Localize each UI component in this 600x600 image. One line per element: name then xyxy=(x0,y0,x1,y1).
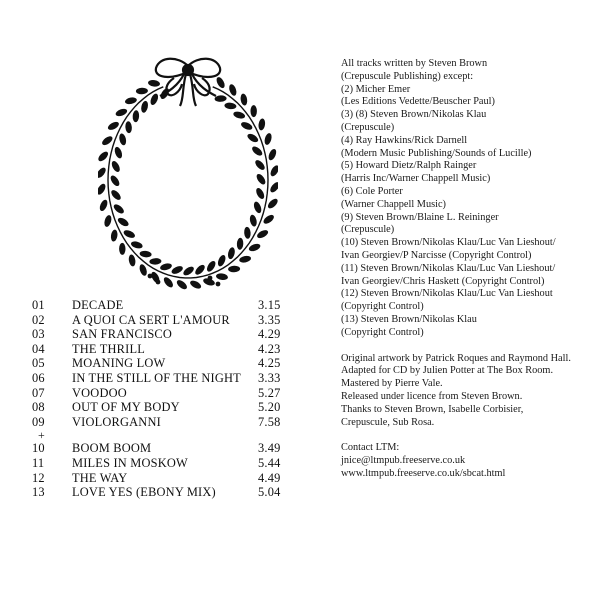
writer-credit-line: Ivan Georgiev/P Narcisse (Copyright Control) xyxy=(341,249,532,261)
production-credits xyxy=(341,353,591,430)
writer-credit-line: (11) Steven Brown/Nikolas Klau/Luc Van Lieshout/ xyxy=(341,262,556,274)
track-row xyxy=(32,327,302,342)
track-duration: 5.04 xyxy=(258,485,281,500)
track-duration: 4.25 xyxy=(258,356,281,371)
track-row xyxy=(32,415,302,430)
track-duration: 3.33 xyxy=(258,370,281,385)
writer-credit-line: (Crepuscule) xyxy=(341,121,395,133)
track-number: 02 xyxy=(32,312,45,327)
track-title: THE THRILL xyxy=(72,341,146,356)
track-title: SAN FRANCISCO xyxy=(72,327,173,342)
track-duration: 3.15 xyxy=(258,298,281,312)
track-number: 04 xyxy=(32,341,45,356)
contact-line: www.ltmpub.freeserve.co.uk/sbcat.html xyxy=(341,467,506,479)
track-title: THE WAY xyxy=(72,470,128,485)
track-row xyxy=(32,371,302,386)
writer-credit-line: (Les Editions Vedette/Beuscher Paul) xyxy=(341,96,495,108)
production-credit-line: Mastered by Pierre Vale. xyxy=(341,378,443,390)
track-title: MOANING LOW xyxy=(72,356,166,371)
track-row xyxy=(32,356,302,371)
track-duration: 7.58 xyxy=(258,414,281,429)
track-number: 12 xyxy=(32,470,45,485)
track-number: 09 xyxy=(32,414,45,429)
track-number: 08 xyxy=(32,400,45,415)
writer-credit-line: (12) Steven Brown/Nikolas Klau/Luc Van Lieshout xyxy=(341,288,553,300)
writer-credit-line: (Modern Music Publishing/Sounds of Lucille) xyxy=(341,147,532,159)
production-credit-line: Adapted for CD by Julien Potter at The Box Room. xyxy=(341,365,554,377)
writer-credit-line: (2) Micher Emer xyxy=(341,83,411,95)
track-row xyxy=(32,471,302,486)
track-duration: 3.49 xyxy=(258,441,281,456)
writer-credit-line: (Harris Inc/Warner Chappell Music) xyxy=(341,173,491,185)
track-number: 10 xyxy=(32,441,45,456)
track-duration: 4.23 xyxy=(258,341,281,356)
track-number: 07 xyxy=(32,385,45,400)
track-title: OUT OF MY BODY xyxy=(72,400,180,415)
writer-credit-line: (Copyright Control) xyxy=(341,301,424,313)
writer-credit-line: (9) Steven Brown/Blaine L. Reininger xyxy=(341,211,499,223)
writer-credit-line: (13) Steven Brown/Nikolas Klau xyxy=(341,313,477,325)
writer-credit-line: (10) Steven Brown/Nikolas Klau/Luc Van Lieshout/ xyxy=(341,237,556,249)
production-credit-line: Crepuscule, Sub Rosa. xyxy=(341,416,435,428)
track-title: A QUOI CA SERT L'AMOUR xyxy=(72,312,230,327)
track-row xyxy=(32,400,302,415)
track-number: 05 xyxy=(32,356,45,371)
track-number: 13 xyxy=(32,485,45,500)
track-row xyxy=(32,456,302,471)
production-credit-line: Original artwork by Patrick Roques and Raymond Hall. xyxy=(341,352,571,364)
credits xyxy=(341,58,591,481)
production-credit-line: Released under licence from Steven Brown. xyxy=(341,390,523,402)
track-title: MILES IN MOSKOW xyxy=(72,455,188,470)
track-number: 11 xyxy=(32,455,45,470)
track-title: IN THE STILL OF THE NIGHT xyxy=(72,370,241,385)
production-credit-line: Thanks to Steven Brown, Isabelle Corbisier, xyxy=(341,403,524,415)
track-duration: 3.35 xyxy=(258,312,281,327)
writer-credit-line: (Warner Chappell Music) xyxy=(341,198,446,210)
track-row xyxy=(32,386,302,401)
writer-credit-line: (Copyright Control) xyxy=(341,326,424,338)
track-separator xyxy=(32,429,302,441)
writer-credit-line: (6) Cole Porter xyxy=(341,185,403,197)
writer-credit-line: (4) Ray Hawkins/Rick Darnell xyxy=(341,134,468,146)
writer-credit-line: (5) Howard Dietz/Ralph Rainger xyxy=(341,160,477,172)
contact-info xyxy=(341,442,591,480)
writer-credit-line: Ivan Georgiev/Chris Haskett (Copyright Control) xyxy=(341,275,545,287)
writer-credit-line: (Crepuscule Publishing) except: xyxy=(341,70,474,82)
track-duration: 5.27 xyxy=(258,385,281,400)
track-duration: 5.44 xyxy=(258,455,281,470)
writer-credit-line: (Crepuscule) xyxy=(341,224,395,236)
track-row xyxy=(32,485,302,500)
track-number: 03 xyxy=(32,327,45,342)
track-duration: 4.49 xyxy=(258,470,281,485)
writer-credit-line: All tracks written by Steven Brown xyxy=(341,58,488,69)
track-title: VOODOO xyxy=(72,385,127,400)
writer-credits xyxy=(341,58,591,340)
track-title: BOOM BOOM xyxy=(72,441,152,456)
track-row xyxy=(32,313,302,328)
writer-credit-line: (3) (8) Steven Brown/Nikolas Klau xyxy=(341,109,487,121)
track-title: DECADE xyxy=(72,298,124,312)
contact-line: jnice@ltmpub.freeserve.co.uk xyxy=(341,455,466,467)
track-title: VIOLORGANNI xyxy=(72,414,161,429)
separator-mark: + xyxy=(38,428,45,443)
tracklist xyxy=(32,298,302,500)
contact-line: Contact LTM: xyxy=(341,442,400,454)
track-duration: 5.20 xyxy=(258,400,281,415)
bow-icon xyxy=(156,59,220,106)
track-duration: 4.29 xyxy=(258,327,281,342)
track-row xyxy=(32,298,302,313)
track-number: 06 xyxy=(32,370,45,385)
track-title: LOVE YES (EBONY MIX) xyxy=(72,485,216,500)
track-row xyxy=(32,342,302,357)
wreath-ornament-icon xyxy=(98,52,278,292)
track-number: 01 xyxy=(32,298,45,312)
track-row xyxy=(32,441,302,456)
